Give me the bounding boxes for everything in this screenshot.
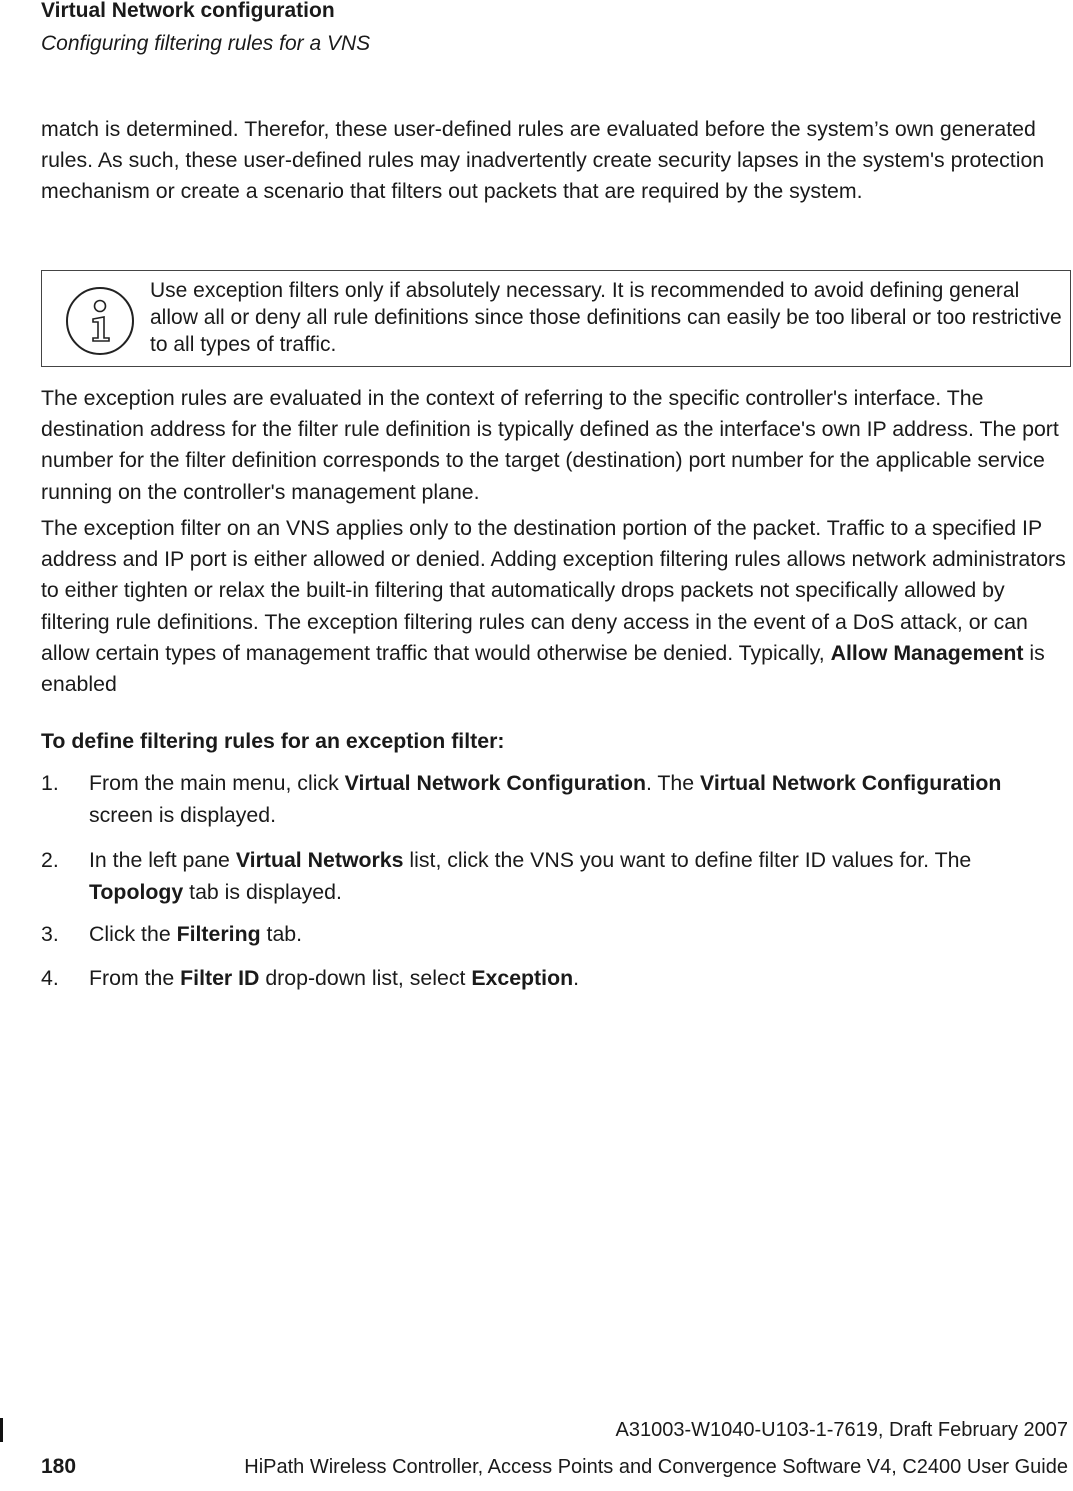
step-text: From the Filter ID drop-down list, select Exception. xyxy=(89,966,580,990)
step-number: 4. xyxy=(41,966,59,990)
page-number: 180 xyxy=(41,1455,77,1478)
running-header-section: Configuring filtering rules for a VNS xyxy=(41,32,371,55)
paragraph-exception-rules: The exception rules are evaluated in the context of referring to the specific controller's interface. The destination address for the filter rule definition is typically defined as the interface's own IP address. The port number for the filter definition corresponds to the target (destination) port number for the applicable service running on the controller's management plane. xyxy=(41,386,1059,504)
paragraph-exception-filter xyxy=(41,513,1072,700)
running-header-chapter: Virtual Network configuration xyxy=(41,0,335,22)
info-icon xyxy=(63,285,137,357)
step-text: In the left pane Virtual Networks list, click the VNS you want to define filter ID values for. The Topology tab is displayed. xyxy=(89,848,972,904)
bold-term-allow-management: Allow Management xyxy=(830,640,1024,665)
footer-doc-id: A31003-W1040-U103-1-7619, Draft February 2007 xyxy=(615,1419,1068,1441)
procedure-title: To define filtering rules for an exception filter: xyxy=(41,729,505,753)
paragraph-tail: is enabled xyxy=(41,640,1045,697)
note-box xyxy=(41,270,1071,367)
step-text: From the main menu, click Virtual Network Configuration. The Virtual Network Configuration screen is displayed. xyxy=(89,771,1002,827)
step-number: 3. xyxy=(41,922,59,946)
note-text: Use exception filters only if absolutely necessary. It is recommended to avoid defining general allow all or deny all rule definitions since those definitions can easily be too liberal or too restrictive to all types of traffic. xyxy=(150,279,1062,356)
step-text: Click the Filtering tab. xyxy=(89,922,303,946)
step-number: 1. xyxy=(41,771,59,795)
step-number: 2. xyxy=(41,848,59,872)
paragraph-text: The exception filter on an VNS applies only to the destination portion of the packet. Traffic to a specified IP address and IP port is either allowed or denied. Adding exception filtering rules allows network administrators to either tighten or relax the built-in filtering that automatically drops packets not specifically allowed by filtering rule definitions. The exception filtering rules can deny access in the event of a DoS attack, or can allow certain types of management traffic that would otherwise be denied. Typically, xyxy=(41,516,1066,665)
paragraph-continuation: match is determined. Therefor, these user-defined rules are evaluated before the system’s own generated rules. As such, these user-defined rules may inadvertently create security lapses in the system's protection mechanism or create a scenario that filters out packets that are required by the system. xyxy=(41,117,1045,204)
footer-marker-bar xyxy=(0,1418,3,1442)
footer-doc-title: HiPath Wireless Controller, Access Points and Convergence Software V4, C2400 User Guide xyxy=(244,1456,1068,1478)
